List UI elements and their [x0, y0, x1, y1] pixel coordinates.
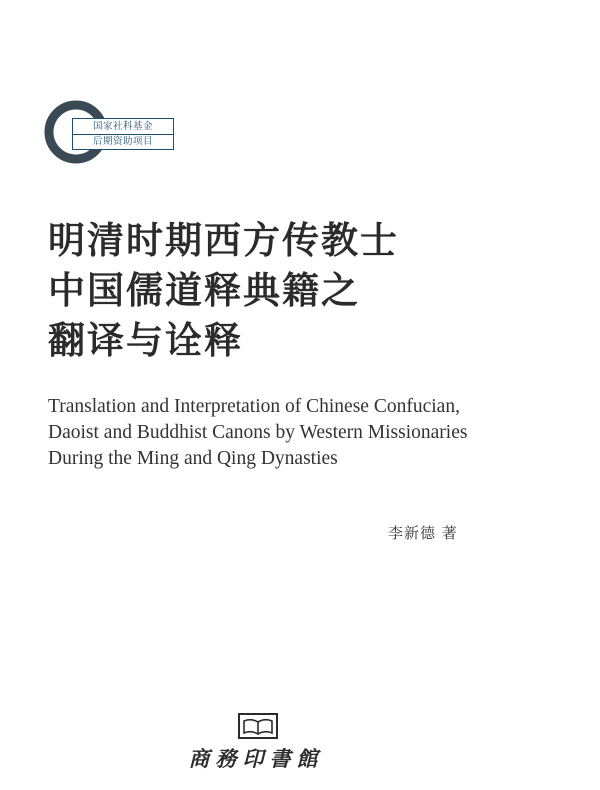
- chinese-title-line2: 中国儒道释典籍之: [48, 269, 360, 312]
- chinese-title-line1: 明清时期西方传教士: [48, 219, 399, 262]
- open-book-icon: [236, 712, 280, 742]
- english-title-line2: Daoist and Buddhist Canons by Western Missionaries: [48, 422, 468, 443]
- author-credit: 李新德 著: [388, 524, 458, 542]
- chinese-title: [48, 216, 568, 366]
- fund-label-line2: 后期资助项目: [73, 134, 173, 148]
- publisher-name: 商務印書館: [188, 746, 324, 771]
- fund-label-box: [72, 118, 174, 150]
- fund-logo: [42, 98, 172, 166]
- english-title: [48, 394, 568, 472]
- english-title-line1: Translation and Interpretation of Chinese Confucian,: [48, 396, 460, 417]
- fund-label-line1: 国家社科基金: [92, 121, 153, 132]
- english-title-line3: During the Ming and Qing Dynasties: [48, 448, 338, 469]
- chinese-title-line3: 翻译与诠释: [48, 319, 243, 362]
